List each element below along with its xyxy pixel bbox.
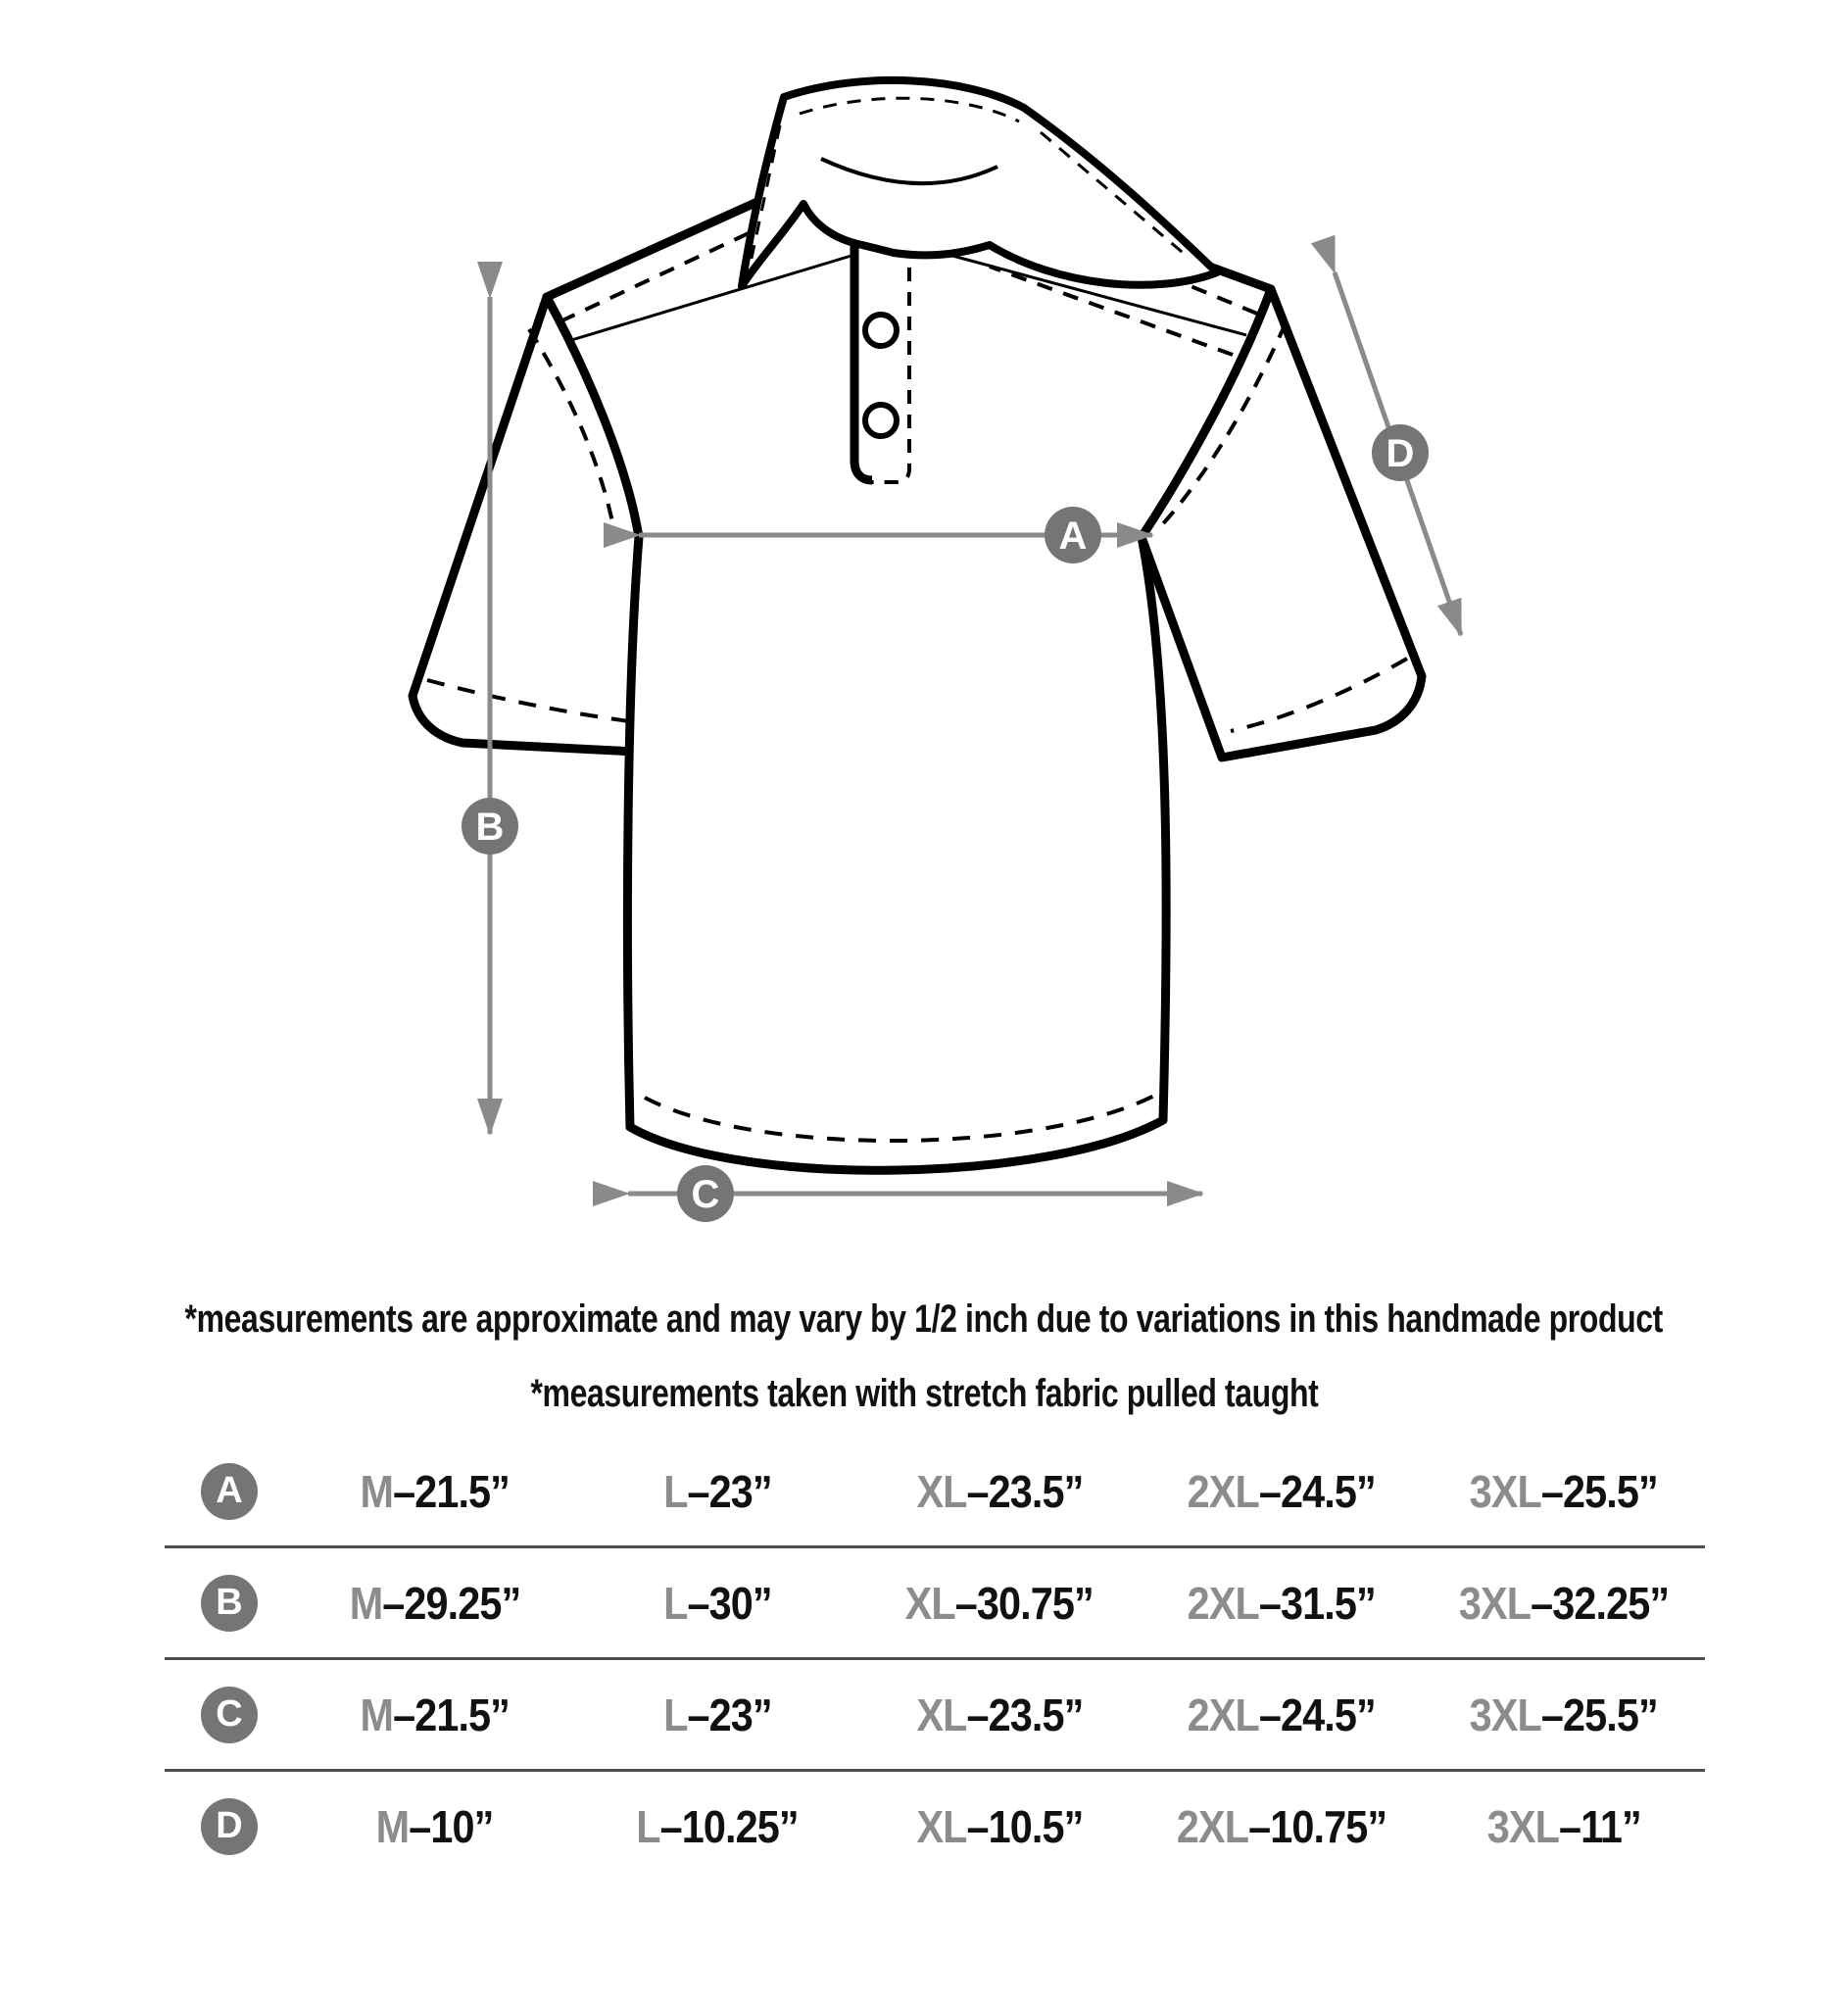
- measurement-cell: XL–10.5”: [915, 1800, 1084, 1852]
- row-label-a: A: [216, 1470, 243, 1511]
- measurement-cell: 2XL–24.5”: [1187, 1465, 1377, 1517]
- size-chart-row-d: [165, 1769, 1705, 1881]
- button-icon: [865, 315, 897, 346]
- size-chart-table: [165, 1437, 1705, 1881]
- measurement-cell: 2XL–10.75”: [1176, 1800, 1387, 1852]
- measurement-cell: L–30”: [662, 1577, 772, 1629]
- row-label-badge-d: [201, 1798, 258, 1855]
- measurement-cell: 3XL–32.25”: [1458, 1577, 1670, 1629]
- row-label-d: D: [216, 1805, 243, 1846]
- measurement-cell: M–10”: [376, 1800, 494, 1852]
- measurement-cell: M–21.5”: [360, 1465, 511, 1517]
- measurement-cell: 2XL–24.5”: [1187, 1689, 1377, 1740]
- row-label-badge-b: [201, 1575, 258, 1632]
- disclaimer-line-2: [0, 1368, 1848, 1419]
- row-label-b: B: [216, 1582, 243, 1623]
- row-label-c: C: [216, 1693, 243, 1735]
- measurement-cell: L–23”: [662, 1689, 772, 1740]
- size-chart-row-a: [165, 1437, 1705, 1545]
- measurement-cell: 3XL–11”: [1486, 1800, 1641, 1852]
- disclaimer-line-2-text: *measurements taken with stretch fabric pulled taught: [530, 1372, 1318, 1415]
- button-icon: [865, 405, 897, 436]
- shirt-body: [547, 192, 1271, 1170]
- measurement-cell: XL–23.5”: [915, 1465, 1084, 1517]
- measurement-cell: 3XL–25.5”: [1469, 1465, 1659, 1517]
- measurement-cell: L–10.25”: [636, 1800, 799, 1852]
- disclaimer: [0, 1294, 1848, 1419]
- disclaimer-line-1-text: *measurements are approximate and may vary by 1/2 inch due to variations in this handmade product: [184, 1297, 1664, 1341]
- measurement-cell: XL–23.5”: [915, 1689, 1084, 1740]
- measurement-cell: 3XL–25.5”: [1469, 1689, 1659, 1740]
- measurement-cell: L–23”: [662, 1465, 772, 1517]
- measurement-cell: XL–30.75”: [904, 1577, 1094, 1629]
- arrow-label-b: B: [475, 806, 505, 849]
- size-chart-row-c: [165, 1657, 1705, 1769]
- measurement-cell: M–29.25”: [349, 1577, 521, 1629]
- row-label-badge-c: [201, 1687, 258, 1743]
- disclaimer-line-1: [0, 1294, 1848, 1345]
- row-label-badge-a: [201, 1463, 258, 1520]
- size-chart-row-b: [165, 1545, 1705, 1657]
- measurement-cell: 2XL–31.5”: [1187, 1577, 1377, 1629]
- measurement-cell: M–21.5”: [360, 1689, 511, 1740]
- arrow-label-a: A: [1058, 514, 1088, 558]
- arrow-label-c: C: [691, 1173, 720, 1216]
- arrow-label-d: D: [1386, 432, 1415, 475]
